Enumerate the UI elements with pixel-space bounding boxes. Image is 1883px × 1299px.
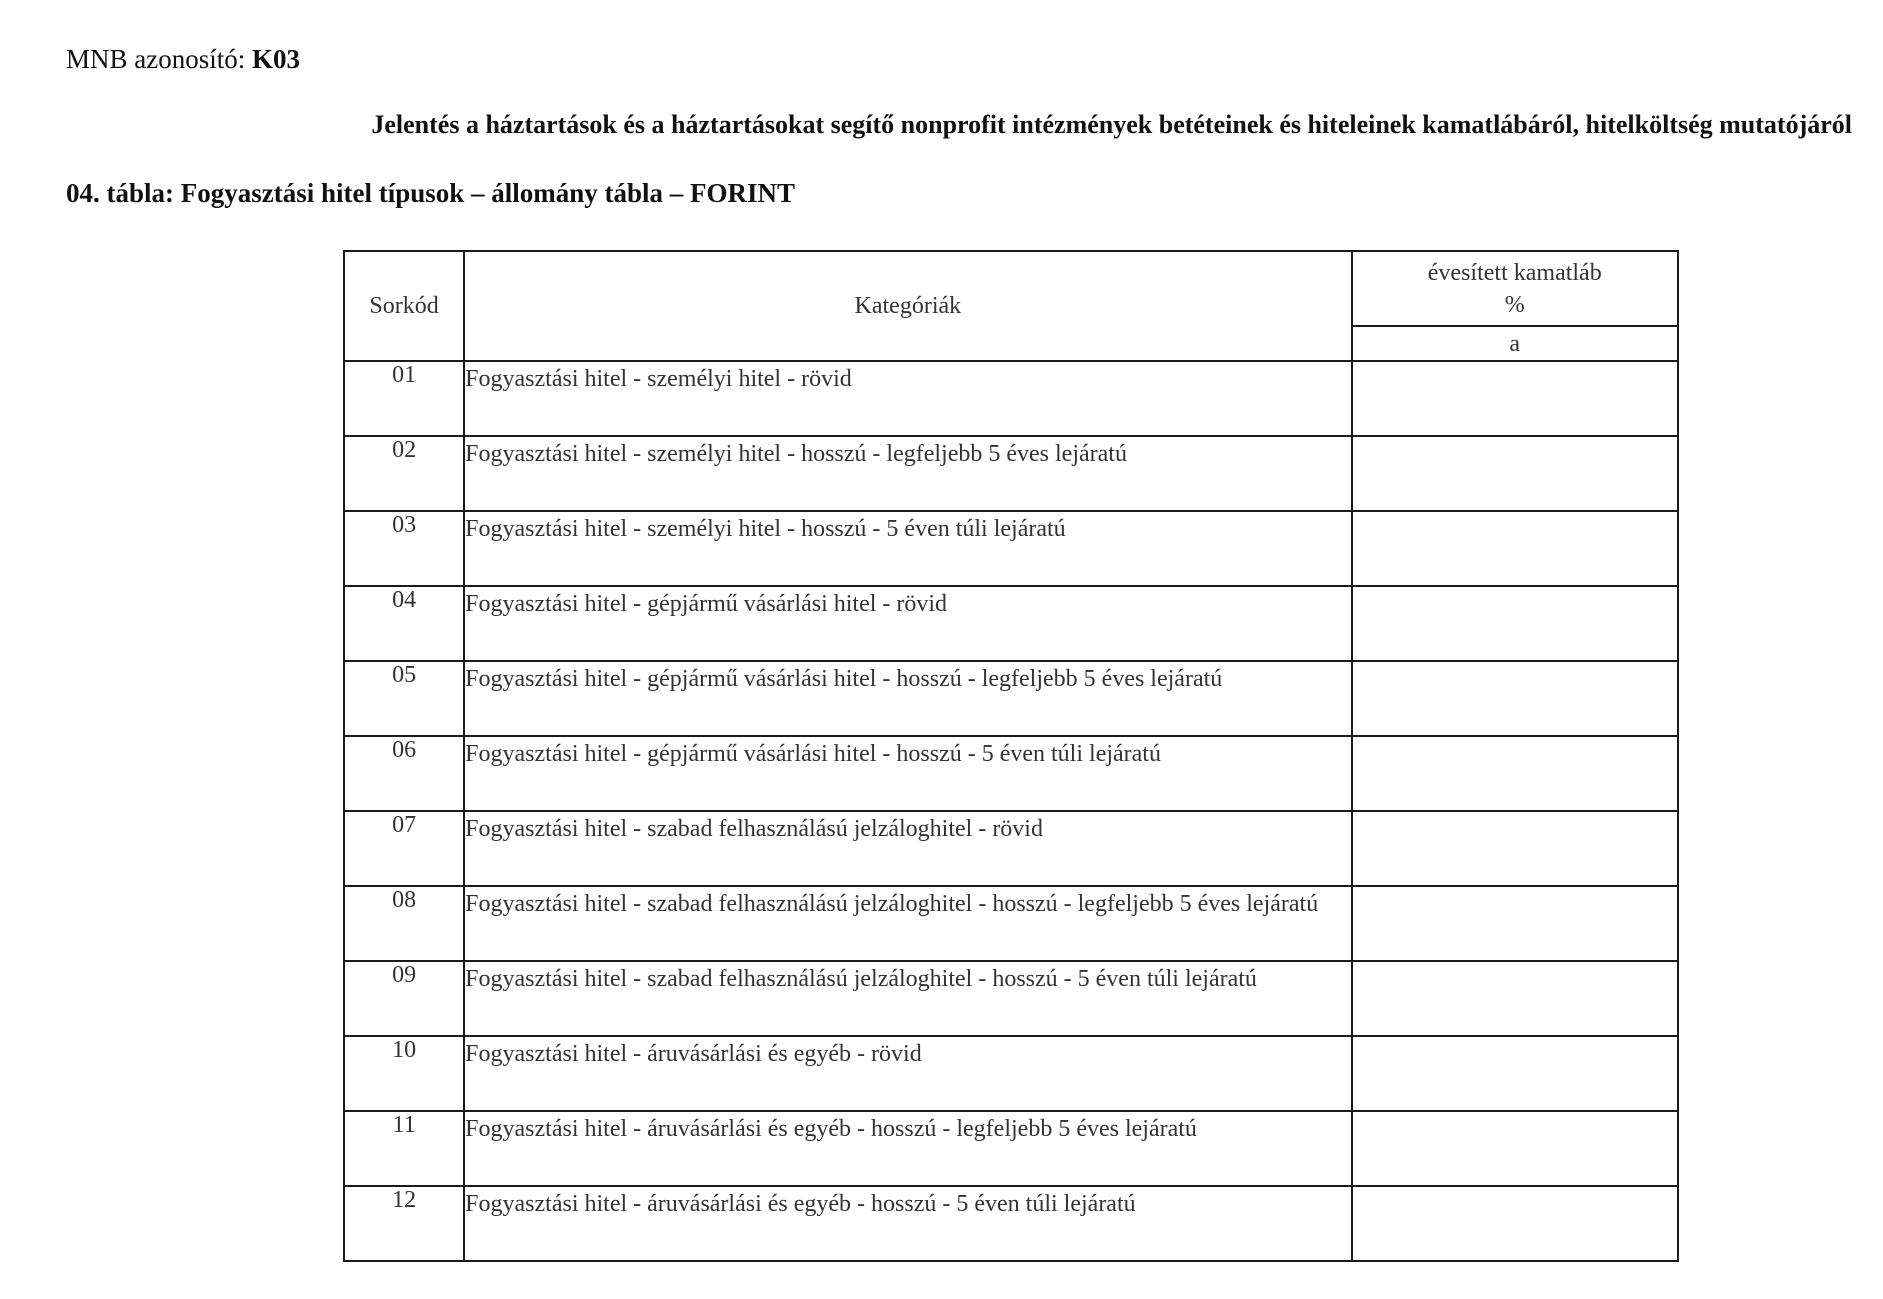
table-row bbox=[344, 886, 1678, 961]
row-category: Fogyasztási hitel - áruvásárlási és egyéb - hosszú - legfeljebb 5 éves lejáratú bbox=[464, 1111, 1351, 1186]
row-code: 07 bbox=[344, 811, 464, 886]
table-row bbox=[344, 736, 1678, 811]
row-rate-value[interactable] bbox=[1352, 1111, 1679, 1186]
row-category: Fogyasztási hitel - szabad felhasználású jelzáloghitel - hosszú - 5 éven túli lejáratú bbox=[464, 961, 1351, 1036]
row-rate-value[interactable] bbox=[1352, 661, 1679, 736]
row-code: 10 bbox=[344, 1036, 464, 1111]
table-row bbox=[344, 961, 1678, 1036]
row-rate-value[interactable] bbox=[1352, 961, 1679, 1036]
table-row bbox=[344, 1186, 1678, 1261]
row-code: 03 bbox=[344, 511, 464, 586]
table-body bbox=[344, 361, 1678, 1261]
column-header-rate-sub: a bbox=[1352, 326, 1679, 361]
row-rate-value[interactable] bbox=[1352, 1186, 1679, 1261]
mnb-identifier bbox=[66, 42, 300, 76]
mnb-identifier-label: MNB azonosító: bbox=[66, 44, 246, 74]
table-row bbox=[344, 436, 1678, 511]
interest-rate-table bbox=[343, 250, 1679, 1262]
table-row bbox=[344, 811, 1678, 886]
row-code: 12 bbox=[344, 1186, 464, 1261]
column-header-category: Kategóriák bbox=[464, 251, 1351, 361]
column-header-code: Sorkód bbox=[344, 251, 464, 361]
row-category: Fogyasztási hitel - áruvásárlási és egyéb - rövid bbox=[464, 1036, 1351, 1111]
row-category: Fogyasztási hitel - gépjármű vásárlási hitel - rövid bbox=[464, 586, 1351, 661]
table-row bbox=[344, 1111, 1678, 1186]
row-rate-value[interactable] bbox=[1352, 811, 1679, 886]
column-header-rate-label: évesített kamatláb bbox=[1427, 259, 1602, 286]
row-category: Fogyasztási hitel - személyi hitel - hosszú - legfeljebb 5 éves lejáratú bbox=[464, 436, 1351, 511]
row-code: 11 bbox=[344, 1111, 464, 1186]
table-row bbox=[344, 1036, 1678, 1111]
table-title: 04. tábla: Fogyasztási hitel típusok – állomány tábla – FORINT bbox=[66, 178, 796, 208]
row-rate-value[interactable] bbox=[1352, 586, 1679, 661]
table-row bbox=[344, 661, 1678, 736]
report-title: Jelentés a háztartások és a háztartásokat segítő nonprofit intézmények betéteinek és hiteleinek kamatlábáról, hitelköltség mutatójáról bbox=[371, 110, 1852, 139]
row-category: Fogyasztási hitel - szabad felhasználású jelzáloghitel - hosszú - legfeljebb 5 éves lejáratú bbox=[464, 886, 1351, 961]
row-category: Fogyasztási hitel - áruvásárlási és egyéb - hosszú - 5 éven túli lejáratú bbox=[464, 1186, 1351, 1261]
row-rate-value[interactable] bbox=[1352, 361, 1679, 436]
row-category: Fogyasztási hitel - gépjármű vásárlási hitel - hosszú - legfeljebb 5 éves lejáratú bbox=[464, 661, 1351, 736]
row-code: 02 bbox=[344, 436, 464, 511]
row-code: 06 bbox=[344, 736, 464, 811]
mnb-identifier-code: K03 bbox=[252, 44, 301, 74]
row-code: 04 bbox=[344, 586, 464, 661]
row-rate-value[interactable] bbox=[1352, 886, 1679, 961]
row-code: 05 bbox=[344, 661, 464, 736]
row-rate-value[interactable] bbox=[1352, 436, 1679, 511]
row-code: 09 bbox=[344, 961, 464, 1036]
row-rate-value[interactable] bbox=[1352, 1036, 1679, 1111]
column-header-rate-unit: % bbox=[1504, 291, 1525, 318]
row-category: Fogyasztási hitel - személyi hitel - hosszú - 5 éven túli lejáratú bbox=[464, 511, 1351, 586]
row-category: Fogyasztási hitel - szabad felhasználású jelzáloghitel - rövid bbox=[464, 811, 1351, 886]
row-rate-value[interactable] bbox=[1352, 736, 1679, 811]
table-row bbox=[344, 586, 1678, 661]
table-row bbox=[344, 361, 1678, 436]
row-category: Fogyasztási hitel - gépjármű vásárlási hitel - hosszú - 5 éven túli lejáratú bbox=[464, 736, 1351, 811]
table-row bbox=[344, 511, 1678, 586]
row-category: Fogyasztási hitel - személyi hitel - rövid bbox=[464, 361, 1351, 436]
row-code: 01 bbox=[344, 361, 464, 436]
row-code: 08 bbox=[344, 886, 464, 961]
row-rate-value[interactable] bbox=[1352, 511, 1679, 586]
column-header-rate bbox=[1352, 251, 1679, 326]
